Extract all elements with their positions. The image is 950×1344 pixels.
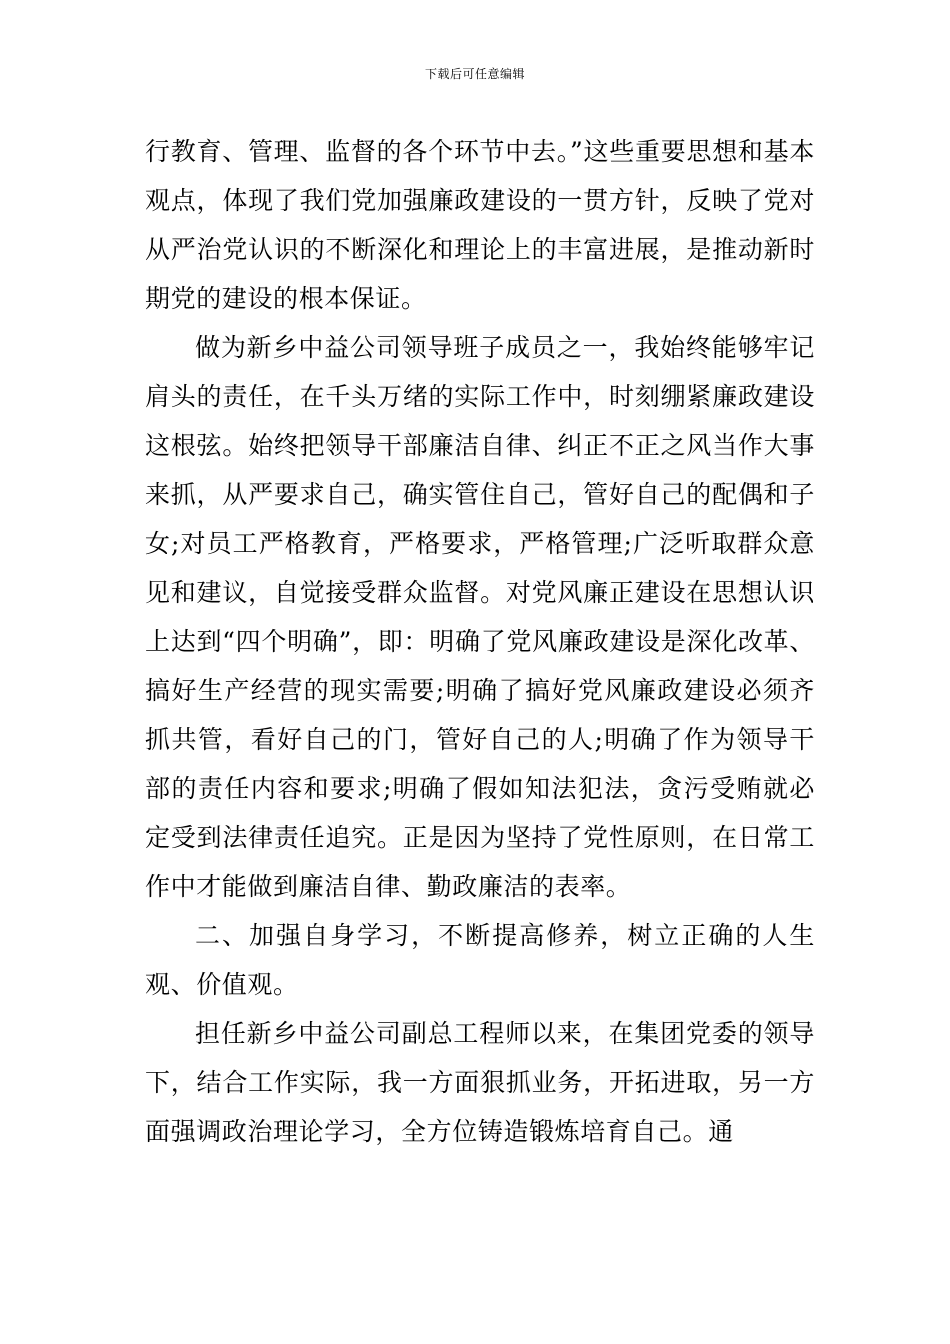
paragraph-study-practice: 担任新乡中益公司副总工程师以来，在集团党委的领导下，结合工作实际，我一方面狠抓业务，开拓进取，另一方面强调政治理论学习，全方位铸造锻炼培育自己。通 (145, 1019, 815, 1146)
paragraph-section-two-heading: 二、加强自身学习，不断提高修养，树立正确的人生观、价值观。 (145, 921, 815, 999)
document-body (145, 127, 815, 1156)
page-header-note: 下载后可任意编辑 (424, 67, 525, 81)
paragraph-leadership-responsibility: 做为新乡中益公司领导班子成员之一，我始终能够牢记肩头的责任，在千头万绪的实际工作中，时刻绷紧廉政建设这根弦。始终把领导干部廉洁自律、纠正不正之风当作大事来抓，从严要求自己，确实管住自己，管好自己的配偶和子女;对员工严格教育，严格要求，严格管理;广泛听取群众意见和建议，自觉接受群众监督。对党风廉正建设在思想认识上达到“四个明确”，即：明确了党风廉政建设是深化改革、搞好生产经营的现实需要;明确了搞好党风廉政建设必须齐抓共管，看好自己的门，管好自己的人;明确了作为领导干部的责任内容和要求;明确了假如知法犯法，贪污受贿就必定受到法律责任追究。正是因为坚持了党性原则，在日常工作中才能做到廉洁自律、勤政廉洁的表率。 (145, 333, 815, 901)
paragraph-continuation: 行教育、管理、监督的各个环节中去。”这些重要思想和基本观点，体现了我们党加强廉政建设的一贯方针，反映了党对从严治党认识的不断深化和理论上的丰富进展，是推动新时期党的建设的根本保证。 (145, 137, 815, 313)
